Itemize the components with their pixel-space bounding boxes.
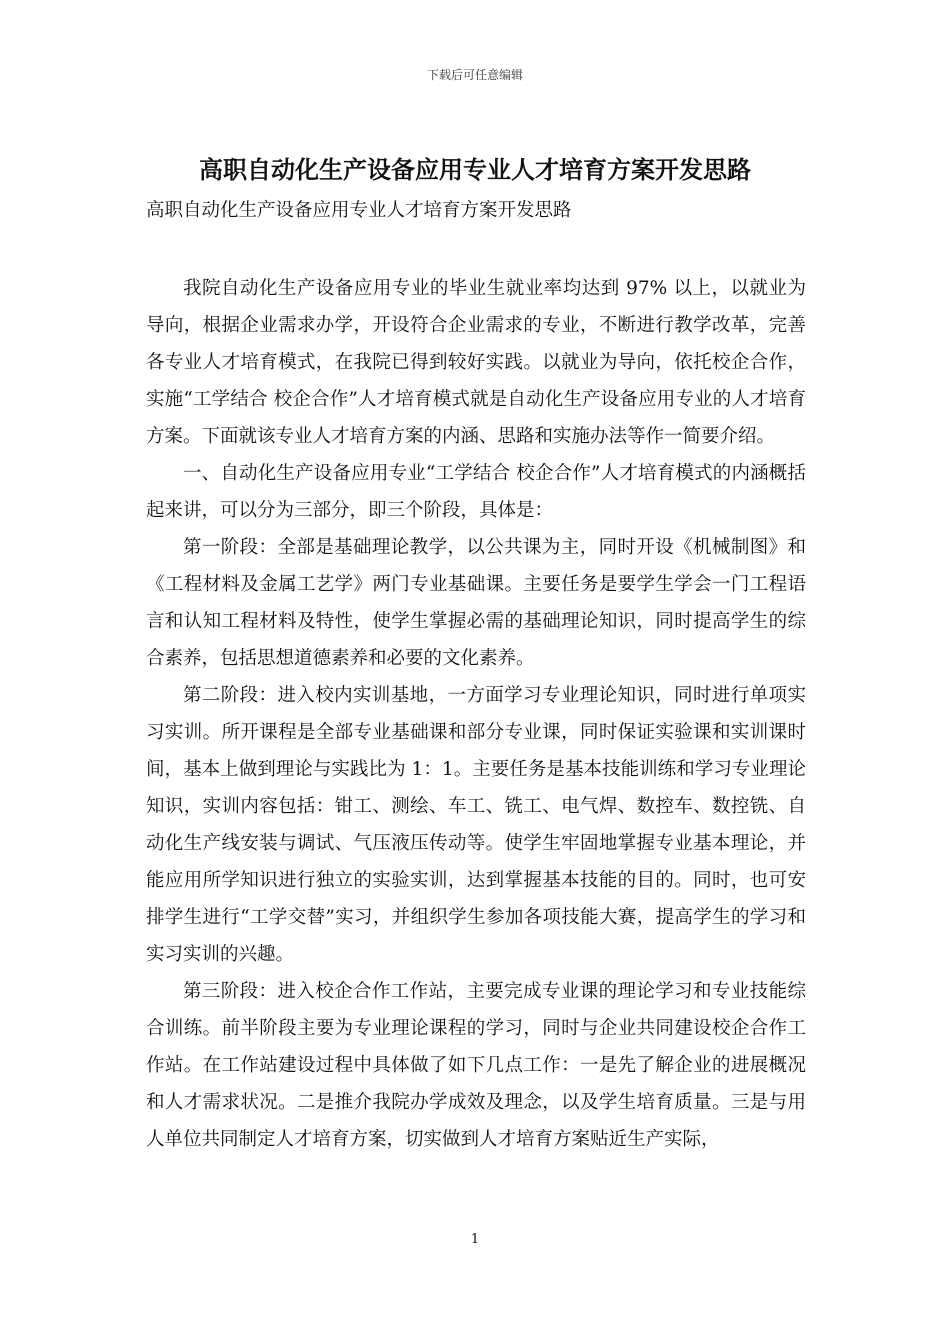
document-title: 高职自动化生产设备应用专业人才培育方案开发思路 [199, 155, 751, 184]
document-subtitle: 高职自动化生产设备应用专业人才培育方案开发思路 [146, 200, 572, 221]
paragraph-stage-one: 第一阶段：全部是基础理论教学，以公共课为主，同时开设《机械制图》和《工程材料及金属工艺学》两门专业基础课。主要任务是要学生学会一门工程语言和认知工程材料及特性，使学生掌握必需的基础理论知识，同时提高学生的综合素养，包括思想道德素养和必要的文化素养。 [146, 537, 806, 669]
paragraph-intro: 我院自动化生产设备应用专业的毕业生就业率均达到 97% 以上，以就业为导向，根据企业需求办学，开设符合企业需求的专业，不断进行教学改革，完善各专业人才培育模式，在我院已得到较好实践。以就业为导向，依托校企合作，实施“工学结合 校企合作”人才培育模式就是自动化生产设备应用专业的人才培育方案。下面就该专业人才培育方案的内涵、思路和实施办法等作一简要介绍。 [146, 278, 806, 447]
page-number: 1 [470, 1232, 480, 1247]
page-header-note: 下载后可任意编辑 [426, 68, 523, 82]
paragraph-stage-three: 第三阶段：进入校企合作工作站，主要完成专业课的理论学习和专业技能综合训练。前半阶段主要为专业理论课程的学习，同时与企业共同建设校企合作工作站。在工作站建设过程中具体做了如下几点工作：一是先了解企业的进展概况和人才需求状况。二是推介我院办学成效及理念，以及学生培育质量。三是与用人单位共同制定人才培育方案，切实做到人才培育方案贴近生产实际， [146, 981, 806, 1150]
paragraph-stage-two: 第二阶段：进入校内实训基地，一方面学习专业理论知识，同时进行单项实习实训。所开课程是全部专业基础课和部分专业课，同时保证实验课和实训课时间，基本上做到理论与实践比为 1：1。主要任务是基本技能训练和学习专业理论知识，实训内容包括：钳工、测绘、车工、铣工、电气焊、数控车、数控铣、自动化生产线安装与调试、气压液压传动等。使学生牢固地掌握专业基本理论，并能应用所学知识进行独立的实验实训，达到掌握基本技能的目的。同时，也可安排学生进行“工学交替”实习，并组织学生参加各项技能大赛，提高学生的学习和实习实训的兴趣。 [146, 685, 806, 965]
document-body [146, 270, 806, 1158]
paragraph-section-one: 一、自动化生产设备应用专业“工学结合 校企合作”人才培育模式的内涵概括起来讲，可以分为三部分，即三个阶段，具体是： [146, 463, 806, 521]
